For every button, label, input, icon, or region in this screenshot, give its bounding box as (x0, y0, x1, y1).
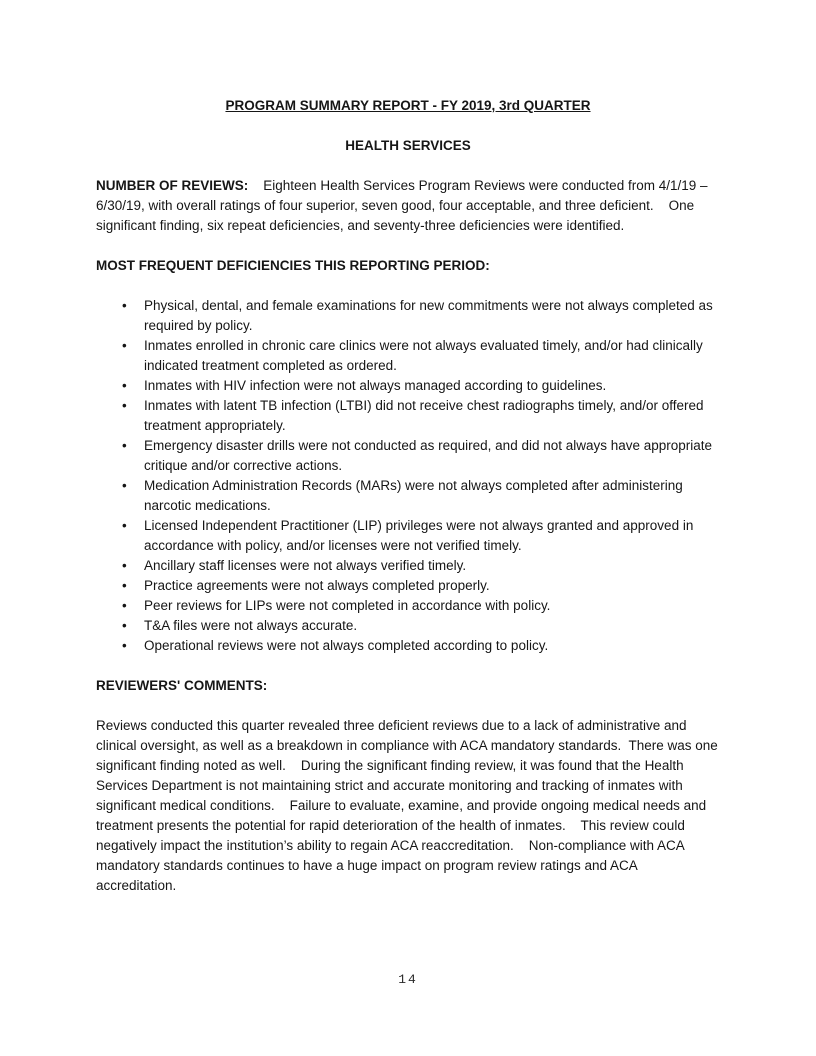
list-item: • T&A files were not always accurate. (96, 616, 720, 636)
list-item: • Medication Administration Records (MARs) were not always completed after administering narcotic medications. (96, 476, 720, 516)
number-of-reviews-paragraph (96, 176, 720, 236)
list-item: • Emergency disaster drills were not conducted as required, and did not always have appropriate critique and/or corrective actions. (96, 436, 720, 476)
list-item: • Inmates with HIV infection were not always managed according to guidelines. (96, 376, 720, 396)
list-item: • Inmates with latent TB infection (LTBI) did not receive chest radiographs timely, and/or offered treatment appropriately. (96, 396, 720, 436)
reviewers-comments-paragraph: Reviews conducted this quarter revealed three deficient reviews due to a lack of administrative and clinical oversight, as well as a breakdown in compliance with ACA mandatory standards. There was one significant finding noted as well. During the significant finding review, it was found that the Health Services Department is not maintaining strict and accurate monitoring and tracking of inmates with significant medical conditions. Failure to evaluate, examine, and provide ongoing medical needs and treatment presents the potential for rapid deterioration of the health of inmates. This review could negatively impact the institution’s ability to regain ACA reaccreditation. Non-compliance with ACA mandatory standards continues to have a huge impact on program review ratings and ACA accreditation. (96, 718, 722, 893)
list-item: • Physical, dental, and female examinations for new commitments were not always completed as required by policy. (96, 296, 720, 336)
reviewers-comments-heading: REVIEWERS' COMMENTS: (96, 678, 268, 693)
list-item: • Operational reviews were not always completed according to policy. (96, 636, 720, 656)
list-item: • Peer reviews for LIPs were not completed in accordance with policy. (96, 596, 720, 616)
number-of-reviews-label: NUMBER OF REVIEWS: (96, 178, 249, 193)
list-item: • Ancillary staff licenses were not always verified timely. (96, 556, 720, 576)
number-of-reviews-text: Eighteen Health Services Program Reviews were conducted from 4/1/19 – 6/30/19, with overall ratings of four superior, seven good, four acceptable, and three deficient. One significant finding, six repeat deficiencies, and seventy-three deficiencies were identified. (96, 178, 712, 233)
deficiencies-heading: MOST FREQUENT DEFICIENCIES THIS REPORTING PERIOD: (96, 258, 490, 273)
page-number: 14 (398, 972, 418, 987)
list-item: • Practice agreements were not always completed properly. (96, 576, 720, 596)
report-title: PROGRAM SUMMARY REPORT - FY 2019, 3rd QUARTER (225, 98, 591, 113)
report-subtitle: HEALTH SERVICES (345, 138, 471, 153)
list-item: • Inmates enrolled in chronic care clinics were not always evaluated timely, and/or had clinically indicated treatment completed as ordered. (96, 336, 720, 376)
list-item: • Licensed Independent Practitioner (LIP) privileges were not always granted and approved in accordance with policy, and/or licenses were not verified timely. (96, 516, 720, 556)
deficiencies-list (96, 296, 720, 656)
